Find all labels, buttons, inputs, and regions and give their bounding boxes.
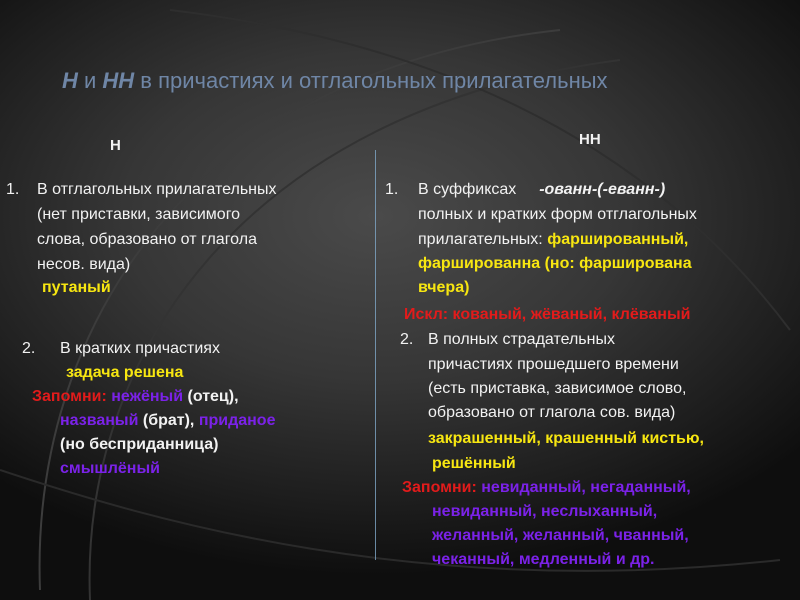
left-remember-word1: нежёный: [111, 388, 184, 405]
left-item2-example: задача решена: [66, 364, 184, 381]
title-rest: в причастиях и отглагольных прилагательных: [134, 68, 608, 93]
left-heading: Н: [110, 137, 121, 154]
right-item1-suffix: -ованн-(-еванн-): [539, 181, 666, 198]
right-item2-example2: решённый: [432, 455, 516, 472]
right-item1-number: 1.: [385, 181, 399, 198]
right-item1-line3-prefix: прилагательных:: [418, 231, 543, 248]
left-remember-note: (но бесприданница): [60, 436, 219, 453]
left-item1-line1: В отглагольных прилагательных: [37, 181, 277, 198]
left-remember-label: Запомни:: [32, 388, 107, 405]
right-item2-line1: В полных страдательных: [428, 331, 615, 348]
slide-title: [62, 68, 608, 94]
right-item1-example2: фаршированна (но: фарширована: [418, 255, 692, 272]
right-exceptions: Искл: кованый, жёваный, клёваный: [404, 306, 691, 323]
left-item1-line2: (нет приставки, зависимого: [37, 206, 241, 223]
right-remember-label: Запомни:: [402, 479, 477, 496]
left-item2-number: 2.: [22, 340, 36, 357]
title-and: и: [77, 68, 103, 93]
right-item1-prefix: В суффиксах: [418, 181, 517, 198]
right-item2-example1: закрашенный, крашенный кистью,: [428, 430, 704, 447]
right-remember-words4: чеканный, медленный и др.: [432, 551, 655, 568]
right-heading: НН: [579, 131, 601, 148]
right-item2-line3: (есть приставка, зависимое слово,: [428, 380, 687, 397]
left-remember-word1-tail: (отец),: [187, 388, 239, 405]
left-remember-word2: названый: [60, 412, 139, 429]
left-remember-line1: [32, 388, 239, 406]
left-item1-number: 1.: [6, 181, 20, 198]
right-item1-example1: фаршированный,: [547, 231, 689, 248]
right-item2-line2: причастиях прошедшего времени: [428, 356, 679, 373]
column-divider: [375, 150, 376, 560]
right-item1-example3: вчера): [418, 279, 470, 296]
right-remember-words1: невиданный, негаданный,: [481, 479, 691, 496]
right-item2-line4: образовано от глагола сов. вида): [428, 404, 676, 421]
right-item1-line1: [418, 181, 665, 199]
left-item1-line3: слова, образовано от глагола: [37, 231, 257, 248]
left-item2-text: В кратких причастиях: [60, 340, 220, 357]
right-item1-line3: [418, 231, 688, 249]
left-remember-word4: смышлёный: [60, 460, 160, 477]
right-remember-words3: желанный, желанный, чванный,: [432, 527, 689, 544]
left-item1-example: путаный: [42, 279, 111, 296]
title-n: Н: [62, 68, 78, 93]
left-remember-word2-tail: (брат),: [142, 412, 195, 429]
left-item1-line4: несов. вида): [37, 256, 131, 273]
left-remember-line2: [60, 412, 275, 430]
right-item1-line2: полных и кратких форм отглагольных: [418, 206, 697, 223]
right-item2-number: 2.: [400, 331, 414, 348]
right-remember-line1: [402, 479, 691, 497]
title-nn: НН: [102, 68, 135, 93]
left-remember-word3: приданое: [198, 412, 276, 429]
right-remember-words2: невиданный, неслыханный,: [432, 503, 658, 520]
